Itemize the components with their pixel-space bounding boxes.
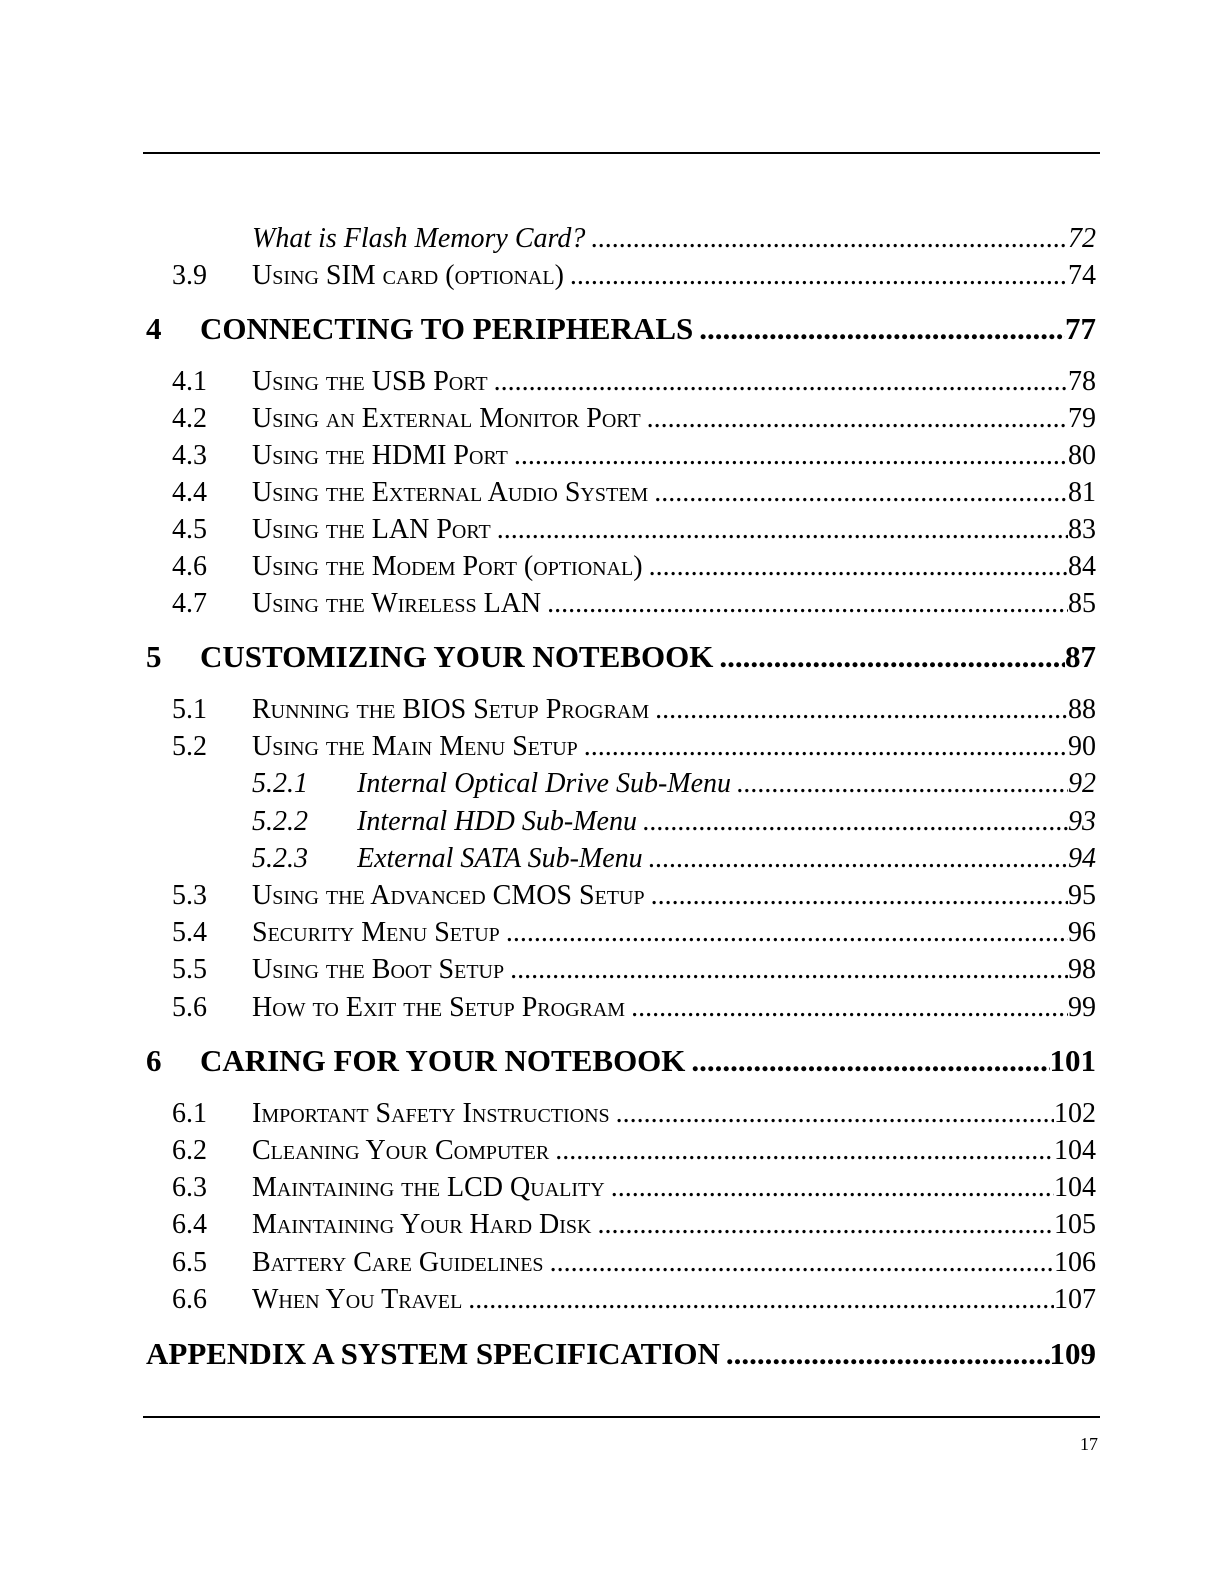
dot-leader [544, 1245, 1054, 1281]
toc-entry[interactable] [0, 475, 1220, 511]
toc-entry-number: 6.6 [172, 1284, 207, 1315]
toc-entry-number: 5.2.1 [252, 768, 308, 799]
toc-entry[interactable] [0, 221, 1220, 257]
toc-entry-title: When You Travel [252, 1284, 463, 1315]
toc-entry-title: How to Exit the Setup Program [252, 992, 626, 1023]
toc-entry[interactable] [0, 878, 1220, 914]
toc-entry-number: 6.1 [172, 1098, 207, 1129]
toc-entry-title: What is Flash Memory Card? [252, 223, 586, 254]
toc-entry-page: 101 [1049, 1043, 1096, 1078]
toc-entry-page: 79 [1068, 403, 1096, 434]
toc-entry[interactable] [0, 586, 1220, 622]
dot-leader [500, 915, 1068, 951]
toc-entry[interactable] [0, 952, 1220, 988]
toc-entry-page: 104 [1054, 1172, 1096, 1203]
dot-leader [578, 729, 1068, 765]
toc-entry[interactable] [0, 915, 1220, 951]
toc-entry[interactable] [0, 804, 1220, 840]
dot-leader [462, 1282, 1054, 1318]
toc-entry[interactable] [0, 1245, 1220, 1281]
toc-entry-page: 94 [1068, 843, 1096, 874]
toc-entry-page: 92 [1068, 768, 1096, 799]
dot-leader [564, 258, 1068, 294]
toc-entry-title: Maintaining Your Hard Disk [252, 1209, 592, 1240]
toc-entry-number: 6.3 [172, 1172, 207, 1203]
toc-entry-title: Using the Main Menu Setup [252, 731, 578, 762]
dot-leader [713, 639, 1065, 675]
toc-entry-page: 109 [1049, 1336, 1096, 1371]
toc-entry-number: 4.5 [172, 514, 207, 545]
dot-leader [591, 1207, 1054, 1243]
toc-entry-title: Using the USB Port [252, 366, 488, 397]
toc-entry[interactable] [0, 401, 1220, 437]
dot-leader [643, 841, 1068, 877]
toc-entry-page: 84 [1068, 551, 1096, 582]
toc-entry-number: 4.7 [172, 588, 207, 619]
toc-entry-title: Internal HDD Sub-Menu [357, 806, 637, 837]
dot-leader [585, 221, 1068, 257]
toc-entry[interactable] [0, 438, 1220, 474]
toc-entry-page: 107 [1054, 1284, 1096, 1315]
toc-entry-number: 5.5 [172, 954, 207, 985]
toc-entry-number: 4.3 [172, 440, 207, 471]
toc-entry-title: External SATA Sub-Menu [357, 843, 643, 874]
toc-entry[interactable] [0, 258, 1220, 294]
dot-leader [731, 766, 1068, 802]
toc-entry-number: 4.1 [172, 366, 207, 397]
toc-entry-title: Using the Wireless LAN [252, 588, 542, 619]
toc-entry[interactable] [0, 1133, 1220, 1169]
toc-entry-page: 105 [1054, 1209, 1096, 1240]
toc-entry-title: Maintaining the LCD Quality [252, 1172, 605, 1203]
toc-entry-page: 77 [1065, 311, 1096, 346]
toc-entry-title: Using an External Monitor Port [252, 403, 641, 434]
toc-entry-title: CONNECTING TO PERIPHERALS [200, 311, 694, 346]
toc-entry-page: 85 [1068, 588, 1096, 619]
dot-leader [491, 512, 1068, 548]
toc-entry-title: Using the HDMI Port [252, 440, 508, 471]
toc-entry-number: 5.2.2 [252, 806, 308, 837]
toc-entry[interactable] [0, 1096, 1220, 1132]
toc-entry[interactable] [0, 639, 1220, 675]
toc-entry-number: 5.4 [172, 917, 207, 948]
toc-entry-number: 4.4 [172, 477, 207, 508]
toc-entry-title: Using the Modem Port (optional) [252, 551, 643, 582]
toc-entry-number: 5.1 [172, 694, 207, 725]
toc-entry-title: Important Safety Instructions [252, 1098, 610, 1129]
toc-entry-page: 95 [1068, 880, 1096, 911]
dot-leader [610, 1096, 1054, 1132]
toc-entry-number: 5.2.3 [252, 843, 308, 874]
toc-entry-page: 74 [1068, 260, 1096, 291]
toc-entry-page: 99 [1068, 992, 1096, 1023]
dot-leader [605, 1170, 1054, 1206]
dot-leader [637, 804, 1068, 840]
toc-entry[interactable] [0, 364, 1220, 400]
toc-entry-page: 81 [1068, 477, 1096, 508]
toc-entry[interactable] [0, 1282, 1220, 1318]
toc-entry[interactable] [0, 1207, 1220, 1243]
toc-entry-page: 90 [1068, 731, 1096, 762]
toc-entry[interactable] [0, 311, 1220, 347]
toc-entry-number: 6.2 [172, 1135, 207, 1166]
toc-entry-title: Internal Optical Drive Sub-Menu [357, 768, 732, 799]
toc-entry[interactable] [0, 1043, 1220, 1079]
toc-entry[interactable] [0, 692, 1220, 728]
footer-page-number: 17 [1080, 1434, 1098, 1454]
toc-entry-number: 5.6 [172, 992, 207, 1023]
dot-leader [693, 311, 1065, 347]
toc-entry[interactable] [0, 841, 1220, 877]
footer-rule [143, 1416, 1100, 1418]
toc-entry-page: 87 [1065, 639, 1096, 674]
toc-entry-title: APPENDIX A SYSTEM SPECIFICATION [146, 1336, 720, 1371]
toc-entry-title: CARING FOR YOUR NOTEBOOK [200, 1043, 686, 1078]
dot-leader [720, 1336, 1050, 1372]
toc-entry-number: 3.9 [172, 260, 207, 291]
dot-leader [643, 549, 1068, 585]
dot-leader [649, 692, 1068, 728]
toc-entry-title: Using the LAN Port [252, 514, 491, 545]
toc-entry-page: 80 [1068, 440, 1096, 471]
toc-entry-number: 4.6 [172, 551, 207, 582]
dot-leader [504, 952, 1068, 988]
toc-entry-page: 104 [1054, 1135, 1096, 1166]
dot-leader [648, 475, 1068, 511]
toc-entry-page: 93 [1068, 806, 1096, 837]
toc-entry-number: 6.5 [172, 1247, 207, 1278]
toc-entry-page: 78 [1068, 366, 1096, 397]
toc-entry-title: Using the Advanced CMOS Setup [252, 880, 645, 911]
toc-entry-page: 72 [1068, 223, 1096, 254]
toc-entry[interactable] [0, 512, 1220, 548]
toc-entry[interactable] [0, 1170, 1220, 1206]
dot-leader [541, 586, 1068, 622]
dot-leader [625, 990, 1068, 1026]
toc-entry-title: Battery Care Guidelines [252, 1247, 544, 1278]
toc-entry-title: Running the BIOS Setup Program [252, 694, 650, 725]
toc-entry[interactable] [0, 990, 1220, 1026]
toc-entry-title: Cleaning Your Computer [252, 1135, 550, 1166]
toc-entry-page: 106 [1054, 1247, 1096, 1278]
dot-leader [508, 438, 1068, 474]
toc-entry[interactable] [0, 766, 1220, 802]
toc-entry[interactable] [0, 549, 1220, 585]
toc-entry-page: 83 [1068, 514, 1096, 545]
toc-entry-page: 96 [1068, 917, 1096, 948]
dot-leader [645, 878, 1068, 914]
toc-entry-page: 98 [1068, 954, 1096, 985]
toc-entry-number: 6.4 [172, 1209, 207, 1240]
toc-entry-number: 5.2 [172, 731, 207, 762]
dot-leader [488, 364, 1068, 400]
toc-entry[interactable] [0, 729, 1220, 765]
toc-entry-title: CUSTOMIZING YOUR NOTEBOOK [200, 639, 714, 674]
toc-entry-number: 6 [146, 1043, 162, 1078]
toc-entry-number: 4.2 [172, 403, 207, 434]
toc-entry[interactable] [0, 1336, 1220, 1372]
toc-entry-title: Using the Boot Setup [252, 954, 505, 985]
toc-entry-title: Security Menu Setup [252, 917, 500, 948]
toc-entry-number: 4 [146, 311, 162, 346]
toc-entry-number: 5 [146, 639, 162, 674]
toc-entry-title: Using SIM card (optional) [252, 260, 564, 291]
dot-leader [641, 401, 1068, 437]
dot-leader [549, 1133, 1054, 1169]
toc-entry-number: 5.3 [172, 880, 207, 911]
toc-entry-page: 88 [1068, 694, 1096, 725]
toc-entry-page: 102 [1054, 1098, 1096, 1129]
toc-entry-title: Using the External Audio System [252, 477, 649, 508]
dot-leader [685, 1043, 1049, 1079]
